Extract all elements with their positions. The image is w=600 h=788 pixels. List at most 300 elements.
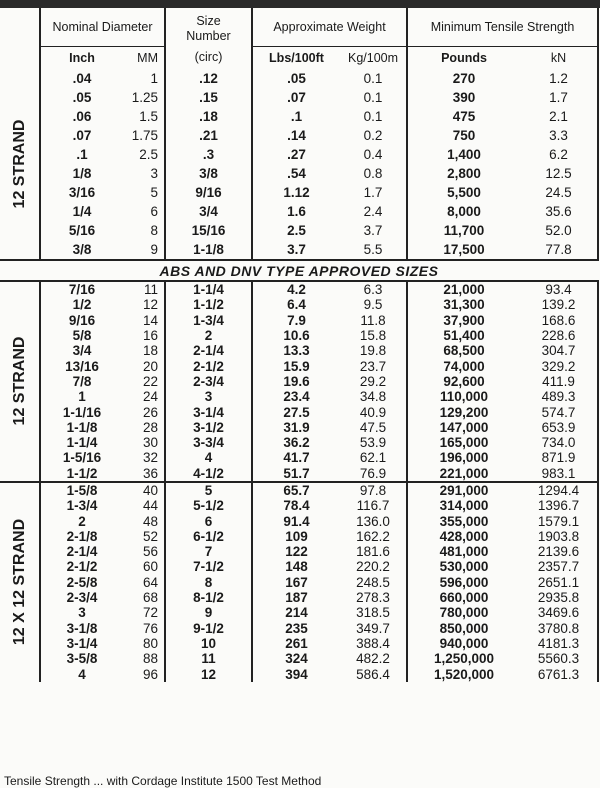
inch-cell: 3-5/8 <box>66 651 98 667</box>
lbs-cell: 214 <box>285 605 308 621</box>
pounds-cell: 1,520,000 <box>433 666 495 682</box>
inch-cell: .06 <box>72 109 92 124</box>
size-cell: .18 <box>165 107 252 126</box>
kn-cell: 329.2 <box>520 358 598 373</box>
pounds-cell: 2,800 <box>447 166 481 181</box>
inch-cell: 1-5/16 <box>62 450 102 466</box>
kg-cell: 47.5 <box>340 420 407 435</box>
size-cell: 9/16 <box>165 183 252 202</box>
size-cell: 9-1/2 <box>165 621 252 636</box>
mm-cell: 26 <box>123 404 165 419</box>
inch-cell: 4 <box>78 666 86 682</box>
pounds-cell: 129,200 <box>439 404 489 420</box>
mm-cell: 48 <box>123 513 165 528</box>
lbs-cell: .07 <box>287 90 306 105</box>
lbs-cell: 109 <box>285 528 308 544</box>
size-number-header <box>165 8 252 69</box>
pounds-cell: 31,300 <box>443 297 485 313</box>
table-row <box>0 126 598 145</box>
pounds-cell: 780,000 <box>439 605 489 621</box>
kn-cell: 4181.3 <box>520 636 598 651</box>
lbs-cell: 91.4 <box>283 513 310 529</box>
mm-cell: 1 <box>123 69 165 88</box>
pounds-cell: 850,000 <box>439 620 489 636</box>
mm-cell: 11 <box>123 281 165 297</box>
pounds-cell: 660,000 <box>439 590 489 606</box>
lbs-cell: .27 <box>287 147 306 162</box>
table-row <box>0 183 598 202</box>
pounds-cell: 17,500 <box>443 242 485 257</box>
size-cell: 2-3/4 <box>165 374 252 389</box>
inch-cell: .07 <box>72 128 92 143</box>
kg-cell: 586.4 <box>340 666 407 681</box>
lbs-cell: 2.5 <box>287 223 306 238</box>
mm-cell: 2.5 <box>123 145 165 164</box>
lbs-cell: 65.7 <box>252 482 340 498</box>
inch-cell: 5/8 <box>72 328 92 344</box>
mm-cell: 28 <box>123 420 165 435</box>
lbs-cell: 122 <box>285 544 308 560</box>
inch-cell: 1/4 <box>72 204 92 219</box>
size-cell: 3/8 <box>165 164 252 183</box>
kn-cell: 734.0 <box>520 435 598 450</box>
mm-cell: 40 <box>123 482 165 498</box>
kn-cell: 304.7 <box>520 343 598 358</box>
table-row <box>0 544 598 559</box>
mm-cell: 32 <box>123 450 165 465</box>
table-row <box>0 164 598 183</box>
inch-cell: 7/8 <box>72 373 92 389</box>
kg-cell: 6.3 <box>340 281 407 297</box>
lbs-cell: .54 <box>287 166 306 181</box>
kg-cell: 3.7 <box>340 221 407 240</box>
size-number-label: Size Number <box>186 13 231 43</box>
table-row <box>0 343 598 358</box>
size-cell: .15 <box>165 88 252 107</box>
footnote: Tensile Strength ... with Cordage Institute 1500 Test Method <box>4 774 322 788</box>
table-row <box>0 636 598 651</box>
inch-cell: 2-1/8 <box>66 528 98 544</box>
kg-cell: 62.1 <box>340 450 407 465</box>
kg-cell: 0.1 <box>340 107 407 126</box>
table-row <box>0 666 598 681</box>
table-row <box>0 221 598 240</box>
kn-cell: 12.5 <box>520 164 598 183</box>
pounds-cell: 37,900 <box>443 312 485 328</box>
kg-cell: 0.1 <box>340 88 407 107</box>
size-cell: 4-1/2 <box>165 466 252 482</box>
size-cell: .21 <box>165 126 252 145</box>
kn-cell: 168.6 <box>520 313 598 328</box>
kg-cell: 278.3 <box>340 590 407 605</box>
table-row <box>0 202 598 221</box>
table-row <box>0 651 598 666</box>
lbs-cell: 261 <box>285 635 308 651</box>
approx-weight-header: Approximate Weight <box>252 8 407 47</box>
lbs-cell: 31.9 <box>283 419 310 435</box>
inch-cell: .04 <box>72 71 92 86</box>
size-cell: 12 <box>165 666 252 681</box>
size-cell: 2-1/2 <box>165 358 252 373</box>
pounds-cell: 51,400 <box>443 328 485 344</box>
kg-cell: 5.5 <box>340 240 407 260</box>
size-cell: 1-1/8 <box>165 240 252 260</box>
pounds-cell: 92,600 <box>443 373 485 389</box>
kg-cell: 76.9 <box>340 466 407 482</box>
inch-cell: 3/16 <box>68 185 96 200</box>
kn-cell: 411.9 <box>520 374 598 389</box>
pounds-cell: 475 <box>452 109 476 124</box>
circ-label: (circ) <box>194 49 223 64</box>
pounds-cell: 390 <box>452 90 476 105</box>
kg-cell: 0.8 <box>340 164 407 183</box>
lbs-cell: 235 <box>285 620 308 636</box>
pounds-cell: 165,000 <box>439 435 489 451</box>
kn-cell: 3.3 <box>520 126 598 145</box>
kn-cell: 2.1 <box>520 107 598 126</box>
table-row <box>0 281 598 297</box>
kg-cell: 0.1 <box>340 69 407 88</box>
kg-cell: 0.4 <box>340 145 407 164</box>
inch-cell: 3-1/8 <box>66 620 98 636</box>
pounds-cell: 270 <box>452 71 476 86</box>
table-row <box>0 297 598 312</box>
section-label <box>0 482 40 682</box>
section-label-text: 12 STRAND <box>10 336 28 426</box>
inch-cell: 1-1/4 <box>66 435 98 451</box>
pounds-cell: 481,000 <box>439 544 489 560</box>
kg-cell: 220.2 <box>340 559 407 574</box>
lbs-cell: 4.2 <box>287 282 306 298</box>
table-row <box>0 420 598 435</box>
lbs-cell: 187 <box>285 590 308 606</box>
mm-cell: 1.5 <box>123 107 165 126</box>
table-row <box>0 145 598 164</box>
lbs-cell: 148 <box>285 559 308 575</box>
size-cell: 1-1/2 <box>165 297 252 312</box>
pounds-cell: 291,000 <box>407 482 520 498</box>
kn-cell: 3780.8 <box>520 621 598 636</box>
kg-cell: 23.7 <box>340 358 407 373</box>
kn-cell: 24.5 <box>520 183 598 202</box>
table-row <box>0 107 598 126</box>
lbs-cell: 7.9 <box>287 312 306 328</box>
inch-cell: .1 <box>76 147 88 162</box>
table-row <box>0 435 598 450</box>
size-cell: 11 <box>165 651 252 666</box>
table-row <box>0 513 598 528</box>
kn-cell: 983.1 <box>520 466 598 482</box>
table-row <box>0 313 598 328</box>
mm-cell: 68 <box>123 590 165 605</box>
kg-cell: 1.7 <box>340 183 407 202</box>
kn-cell: 489.3 <box>520 389 598 404</box>
mm-cell: 8 <box>123 221 165 240</box>
kg-cell: 11.8 <box>340 313 407 328</box>
table-row <box>0 559 598 574</box>
pounds-cell: 940,000 <box>439 635 489 651</box>
lbs-cell: 41.7 <box>283 450 310 466</box>
kg-cell: 97.8 <box>340 482 407 498</box>
kn-cell: 653.9 <box>520 420 598 435</box>
approved-sizes-banner: ABS AND DNV TYPE APPROVED SIZES <box>0 260 598 281</box>
mm-cell: 36 <box>123 466 165 482</box>
inch-cell: 7/16 <box>68 282 96 298</box>
table-row <box>0 466 598 482</box>
size-cell: 5-1/2 <box>165 498 252 513</box>
kn-cell: 6761.3 <box>520 666 598 681</box>
kg-cell: 15.8 <box>340 328 407 343</box>
lbs-cell: 324 <box>285 651 308 667</box>
inch-cell: 3 <box>78 605 86 621</box>
inch-cell: 1-3/4 <box>66 498 98 514</box>
kn-cell: 1903.8 <box>520 529 598 544</box>
kg-cell: 34.8 <box>340 389 407 404</box>
inch-header: Inch <box>40 47 123 70</box>
table-row <box>0 374 598 389</box>
mm-cell: 56 <box>123 544 165 559</box>
kn-cell: 93.4 <box>520 281 598 297</box>
lbs-cell: 1.6 <box>287 204 306 219</box>
pounds-cell: 530,000 <box>439 559 489 575</box>
kg-cell: 53.9 <box>340 435 407 450</box>
kn-cell: 5560.3 <box>520 651 598 666</box>
size-cell: 8-1/2 <box>165 590 252 605</box>
size-cell: 3-1/2 <box>165 420 252 435</box>
lbs-cell: .05 <box>287 71 306 86</box>
size-cell: 3 <box>165 389 252 404</box>
table-row <box>0 450 598 465</box>
table-row <box>0 69 598 88</box>
mm-cell: 1.25 <box>123 88 165 107</box>
size-cell: 2-1/4 <box>165 343 252 358</box>
section-label <box>0 281 40 482</box>
table-row <box>0 404 598 419</box>
table-row <box>0 88 598 107</box>
mm-cell: 30 <box>123 435 165 450</box>
lbs-cell: 3.7 <box>287 242 306 257</box>
inch-cell: 1-5/8 <box>40 482 123 498</box>
size-cell: 10 <box>165 636 252 651</box>
size-cell: 6 <box>165 513 252 528</box>
header-bar <box>0 0 600 8</box>
pounds-cell: 74,000 <box>443 358 485 374</box>
lbs-cell: 15.9 <box>283 358 310 374</box>
lbs-header: Lbs/100ft <box>252 47 340 70</box>
pounds-cell: 750 <box>452 128 476 143</box>
inch-cell: 5/16 <box>68 223 96 238</box>
pounds-header: Pounds <box>407 47 520 70</box>
inch-cell: 1-1/2 <box>66 465 98 481</box>
pounds-cell: 314,000 <box>439 498 489 514</box>
inch-cell: 2 <box>78 513 86 529</box>
kg-cell: 40.9 <box>340 404 407 419</box>
mm-cell: 64 <box>123 575 165 590</box>
pounds-cell: 1,250,000 <box>433 651 495 667</box>
section-label <box>0 69 40 260</box>
pounds-cell: 221,000 <box>439 465 489 481</box>
mm-cell: 14 <box>123 313 165 328</box>
pounds-cell: 5,500 <box>447 185 481 200</box>
lbs-cell: .14 <box>287 128 306 143</box>
size-cell: 8 <box>165 575 252 590</box>
kn-cell: 1.7 <box>520 88 598 107</box>
table-row <box>0 575 598 590</box>
size-cell: 9 <box>165 605 252 620</box>
mm-cell: 88 <box>123 651 165 666</box>
kg-cell: 29.2 <box>340 374 407 389</box>
size-cell: 6-1/2 <box>165 529 252 544</box>
kg-header: Kg/100m <box>340 47 407 70</box>
mm-cell: 18 <box>123 343 165 358</box>
mm-cell: 24 <box>123 389 165 404</box>
inch-cell: 2-1/2 <box>66 559 98 575</box>
pounds-cell: 8,000 <box>447 204 481 219</box>
lbs-cell: 1.12 <box>283 185 310 200</box>
pounds-cell: 596,000 <box>439 574 489 590</box>
mm-cell: 96 <box>123 666 165 681</box>
inch-cell: 3/4 <box>72 343 92 359</box>
table-row <box>0 621 598 636</box>
nominal-diameter-header: Nominal Diameter <box>40 8 165 47</box>
section-label-text: 12 STRAND <box>10 119 28 209</box>
lbs-cell: 6.4 <box>287 297 306 313</box>
kn-cell: 2651.1 <box>520 575 598 590</box>
pounds-cell: 355,000 <box>439 513 489 529</box>
lbs-cell: 13.3 <box>283 343 310 359</box>
kg-cell: 349.7 <box>340 621 407 636</box>
kn-cell: 228.6 <box>520 328 598 343</box>
kg-cell: 181.6 <box>340 544 407 559</box>
kg-cell: 482.2 <box>340 651 407 666</box>
mm-cell: 16 <box>123 328 165 343</box>
kg-cell: 9.5 <box>340 297 407 312</box>
inch-cell: 1-1/16 <box>62 404 102 420</box>
kn-cell: 1396.7 <box>520 498 598 513</box>
pounds-cell: 1,400 <box>447 147 481 162</box>
inch-cell: 2-1/4 <box>66 544 98 560</box>
size-cell: 3/4 <box>165 202 252 221</box>
mm-header: MM <box>123 47 165 70</box>
mm-cell: 22 <box>123 374 165 389</box>
rope-spec-table <box>0 8 599 682</box>
kg-cell: 318.5 <box>340 605 407 620</box>
size-cell: .12 <box>165 69 252 88</box>
table-row <box>0 358 598 373</box>
pounds-cell: 428,000 <box>439 528 489 544</box>
mm-cell: 44 <box>123 498 165 513</box>
size-cell: 7 <box>165 544 252 559</box>
size-cell: .3 <box>165 145 252 164</box>
size-cell: 3-1/4 <box>165 404 252 419</box>
lbs-cell: 394 <box>285 666 308 682</box>
pounds-cell: 11,700 <box>443 223 485 238</box>
kn-header: kN <box>520 47 598 70</box>
lbs-cell: 167 <box>285 574 308 590</box>
kn-cell: 871.9 <box>520 450 598 465</box>
min-tensile-header: Minimum Tensile Strength <box>407 8 598 47</box>
table-row <box>0 389 598 404</box>
kg-cell: 19.8 <box>340 343 407 358</box>
pounds-cell: 110,000 <box>439 389 489 405</box>
section-label-text: 12 X 12 STRAND <box>10 519 28 646</box>
table-row <box>0 498 598 513</box>
inch-cell: 3/8 <box>72 242 92 257</box>
size-cell: 2 <box>165 328 252 343</box>
mm-cell: 3 <box>123 164 165 183</box>
kg-cell: 0.2 <box>340 126 407 145</box>
lbs-cell: 23.4 <box>283 389 310 405</box>
kn-cell: 1.2 <box>520 69 598 88</box>
size-cell: 1-1/4 <box>165 281 252 297</box>
kn-cell: 77.8 <box>520 240 598 260</box>
mm-cell: 12 <box>123 297 165 312</box>
inch-cell: 1/2 <box>72 297 92 313</box>
lbs-cell: 51.7 <box>283 465 310 481</box>
inch-cell: 1/8 <box>72 166 92 181</box>
mm-cell: 1.75 <box>123 126 165 145</box>
kn-cell: 2357.7 <box>520 559 598 574</box>
mm-cell: 80 <box>123 636 165 651</box>
table-row <box>0 482 598 498</box>
kn-cell: 52.0 <box>520 221 598 240</box>
table-row <box>0 328 598 343</box>
table-row <box>0 590 598 605</box>
mm-cell: 6 <box>123 202 165 221</box>
kn-cell: 1294.4 <box>520 482 598 498</box>
kn-cell: 2935.8 <box>520 590 598 605</box>
kn-cell: 139.2 <box>520 297 598 312</box>
inch-cell: 1 <box>78 389 86 405</box>
table-row <box>0 529 598 544</box>
pounds-cell: 21,000 <box>443 282 485 298</box>
table-row <box>0 605 598 620</box>
inch-cell: .05 <box>72 90 92 105</box>
kn-cell: 2139.6 <box>520 544 598 559</box>
mm-cell: 52 <box>123 529 165 544</box>
kg-cell: 162.2 <box>340 529 407 544</box>
pounds-cell: 147,000 <box>439 419 489 435</box>
inch-cell: 13/16 <box>65 358 99 374</box>
size-cell: 3-3/4 <box>165 435 252 450</box>
mm-cell: 5 <box>123 183 165 202</box>
lbs-cell: 27.5 <box>283 404 310 420</box>
size-cell: 5 <box>165 482 252 498</box>
mm-cell: 20 <box>123 358 165 373</box>
mm-cell: 76 <box>123 621 165 636</box>
kn-cell: 6.2 <box>520 145 598 164</box>
banner-row <box>0 260 598 281</box>
size-cell: 1-3/4 <box>165 313 252 328</box>
inch-cell: 2-3/4 <box>66 590 98 606</box>
kg-cell: 116.7 <box>340 498 407 513</box>
mm-cell: 9 <box>123 240 165 260</box>
kg-cell: 2.4 <box>340 202 407 221</box>
kn-cell: 3469.6 <box>520 605 598 620</box>
size-cell: 4 <box>165 450 252 465</box>
lbs-cell: 10.6 <box>283 328 310 344</box>
kg-cell: 136.0 <box>340 513 407 528</box>
lbs-cell: .1 <box>290 109 303 124</box>
kn-cell: 1579.1 <box>520 513 598 528</box>
size-cell: 15/16 <box>165 221 252 240</box>
inch-cell: 3-1/4 <box>66 635 98 651</box>
pounds-cell: 196,000 <box>439 450 489 466</box>
size-cell: 7-1/2 <box>165 559 252 574</box>
inch-cell: 1-1/8 <box>66 419 98 435</box>
lbs-cell: 78.4 <box>283 498 310 514</box>
table-row <box>0 240 598 260</box>
